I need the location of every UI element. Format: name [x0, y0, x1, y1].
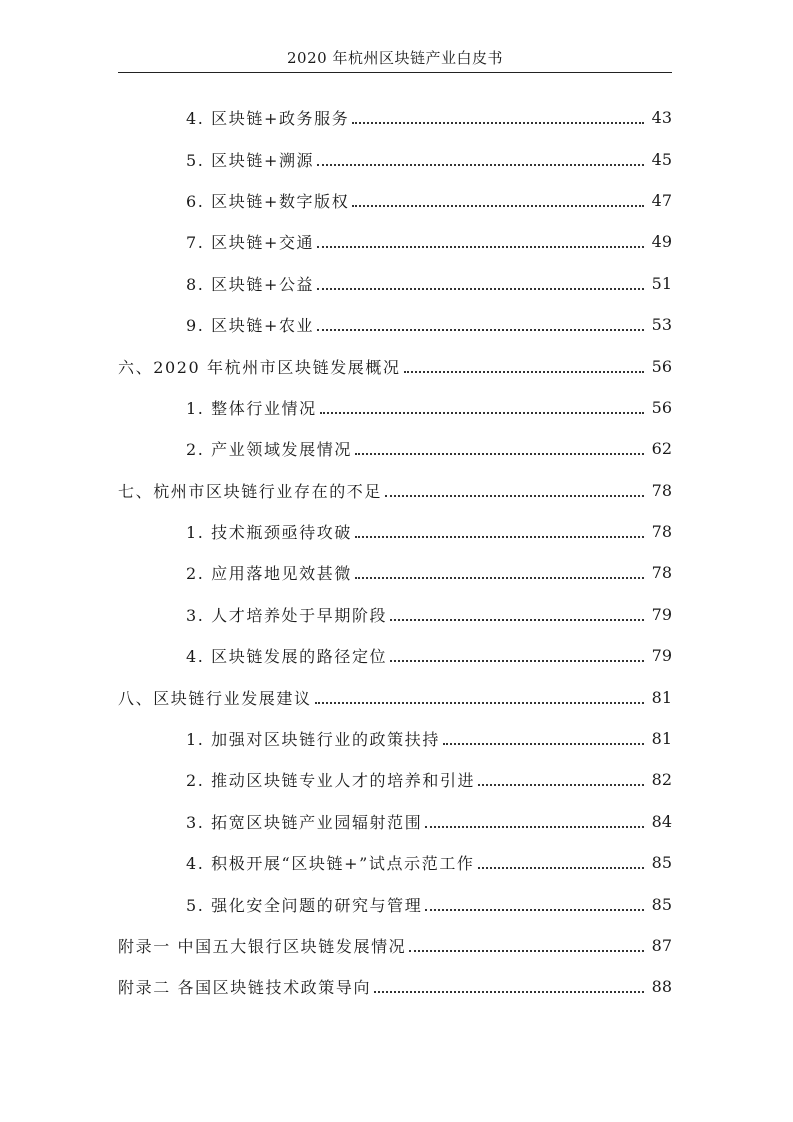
page-header-title: 2020 年杭州区块链产业白皮书 — [287, 49, 503, 67]
toc-entry[interactable] — [0, 842, 793, 883]
toc-dot-leader — [443, 742, 644, 745]
toc-entry-page-number: 78 — [651, 522, 672, 542]
toc-dot-leader — [355, 452, 644, 455]
toc-dot-leader — [317, 287, 644, 290]
toc-entry[interactable] — [0, 304, 793, 345]
toc-entry-label: 七、杭州市区块链行业存在的不足 — [118, 481, 383, 501]
toc-entry-label: 4. 区块链+政务服务 — [186, 109, 350, 129]
toc-dot-leader — [320, 411, 644, 414]
toc-entry-label: 六、2020 年杭州市区块链发展概况 — [118, 357, 401, 377]
toc-entry[interactable] — [0, 138, 793, 179]
toc-entry-page-number: 81 — [651, 687, 672, 707]
toc-entry[interactable] — [0, 345, 793, 386]
toc-entry-page-number: 78 — [651, 480, 672, 500]
toc-entry-page-number: 47 — [651, 190, 672, 210]
toc-entry-page-number: 51 — [651, 273, 672, 293]
toc-dot-leader — [409, 949, 644, 952]
toc-entry-label: 附录二 各国区块链技术政策导向 — [118, 978, 372, 998]
table-of-contents — [0, 97, 793, 1008]
toc-dot-leader — [315, 701, 644, 704]
toc-entry[interactable] — [0, 428, 793, 469]
toc-entry[interactable] — [0, 635, 793, 676]
toc-entry-label: 1. 加强对区块链行业的政策扶持 — [186, 730, 440, 750]
toc-entry-label: 4. 积极开展“区块链+”试点示范工作 — [186, 854, 475, 874]
toc-entry[interactable] — [0, 594, 793, 635]
toc-entry-label: 8. 区块链+公益 — [186, 274, 315, 294]
toc-entry-label: 八、区块链行业发展建议 — [118, 688, 312, 708]
toc-entry-label: 4. 区块链发展的路径定位 — [186, 647, 388, 667]
toc-dot-leader — [478, 866, 644, 869]
toc-dot-leader — [352, 121, 644, 124]
toc-entry-label: 5. 强化安全问题的研究与管理 — [186, 895, 423, 915]
toc-entry-page-number: 53 — [651, 315, 672, 335]
toc-entry[interactable] — [0, 552, 793, 593]
toc-entry-label: 6. 区块链+数字版权 — [186, 191, 350, 211]
toc-entry-page-number: 88 — [651, 977, 672, 997]
toc-dot-leader — [385, 494, 644, 497]
toc-entry[interactable] — [0, 925, 793, 966]
toc-dot-leader — [425, 908, 644, 911]
toc-dot-leader — [317, 328, 644, 331]
toc-entry[interactable] — [0, 387, 793, 428]
toc-entry-page-number: 87 — [651, 936, 672, 955]
toc-entry-label: 2. 推动区块链专业人才的培养和引进 — [186, 771, 476, 791]
toc-entry-page-number: 56 — [651, 356, 672, 376]
toc-dot-leader — [478, 783, 644, 786]
toc-entry-page-number: 43 — [651, 108, 672, 128]
toc-entry[interactable] — [0, 221, 793, 262]
toc-entry-label: 7. 区块链+交通 — [186, 233, 315, 253]
toc-dot-leader — [317, 163, 644, 166]
toc-dot-leader — [390, 618, 644, 621]
toc-entry[interactable] — [0, 676, 793, 717]
toc-dot-leader — [317, 245, 644, 248]
toc-entry-page-number: 85 — [651, 853, 672, 873]
toc-entry-page-number: 49 — [651, 232, 672, 252]
toc-entry-label: 2. 产业领域发展情况 — [186, 440, 352, 460]
toc-entry-page-number: 84 — [651, 811, 672, 831]
toc-dot-leader — [404, 370, 644, 373]
toc-entry[interactable] — [0, 966, 793, 1007]
toc-entry-label: 3. 拓宽区块链产业园辐射范围 — [186, 812, 423, 832]
toc-entry-label: 5. 区块链+溯源 — [186, 150, 315, 170]
toc-entry-page-number: 62 — [651, 439, 672, 459]
toc-entry[interactable] — [0, 97, 793, 138]
toc-entry-page-number: 82 — [651, 770, 672, 790]
toc-entry-label: 3. 人才培养处于早期阶段 — [186, 605, 388, 625]
toc-dot-leader — [374, 990, 644, 993]
toc-entry-page-number: 81 — [651, 729, 672, 749]
toc-entry-label: 2. 应用落地见效甚微 — [186, 564, 352, 584]
toc-entry-page-number: 45 — [651, 149, 672, 169]
toc-entry[interactable] — [0, 263, 793, 304]
toc-entry[interactable] — [0, 718, 793, 759]
toc-dot-leader — [425, 825, 644, 828]
toc-dot-leader — [355, 535, 644, 538]
toc-entry-label: 1. 技术瓶颈亟待攻破 — [186, 523, 352, 543]
toc-entry-page-number: 78 — [651, 563, 672, 583]
toc-entry-page-number: 56 — [651, 397, 672, 417]
toc-entry[interactable] — [0, 759, 793, 800]
toc-entry[interactable] — [0, 511, 793, 552]
page-header — [118, 48, 672, 73]
toc-entry-page-number: 79 — [651, 646, 672, 666]
toc-entry-page-number: 79 — [651, 604, 672, 624]
toc-dot-leader — [390, 659, 644, 662]
toc-dot-leader — [352, 204, 644, 207]
toc-dot-leader — [355, 576, 644, 579]
toc-entry-page-number: 85 — [651, 894, 672, 914]
toc-entry[interactable] — [0, 470, 793, 511]
toc-entry[interactable] — [0, 180, 793, 221]
toc-entry-label: 1. 整体行业情况 — [186, 398, 317, 418]
toc-entry-label: 附录一 中国五大银行区块链发展情况 — [118, 937, 407, 956]
toc-entry[interactable] — [0, 883, 793, 924]
toc-entry[interactable] — [0, 801, 793, 842]
toc-entry-label: 9. 区块链+农业 — [186, 316, 315, 336]
